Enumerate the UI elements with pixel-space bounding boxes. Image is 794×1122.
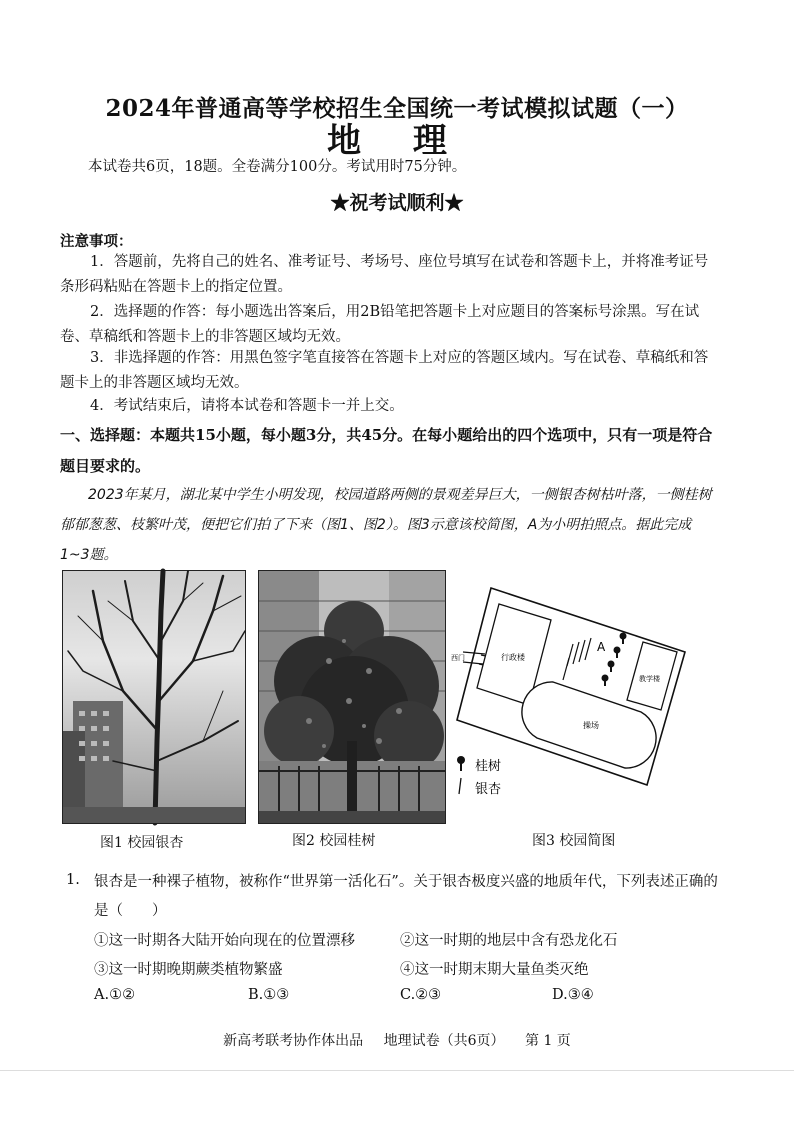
footer-publisher: 新高考联考协作体出品 <box>223 1033 364 1049</box>
notice-item-1: 1．答题前，先将自己的姓名、准考证号、考场号、座位号填写在试卷和答题卡上，并将准考证号条形码粘贴在答题卡上的指定位置。 <box>60 254 709 295</box>
fig3-caption: 图3 校园简图 <box>532 833 616 849</box>
page-edge-divider <box>0 1070 794 1071</box>
footer-page-number: 第 1 页 <box>525 1033 571 1049</box>
notice-heading: 注意事项： <box>60 233 133 250</box>
blessing-line: ★祝考试顺利★ <box>330 192 464 214</box>
notice-item-4: 4．考试结束后，请将本试卷和答题卡一并上交。 <box>90 398 404 414</box>
exam-title: 2024年普通高等学校招生全国统一考试模拟试题（一） <box>105 95 689 122</box>
choice-b[interactable]: B.①③ <box>248 987 290 1003</box>
osmanthus-row-marks <box>602 633 627 687</box>
teaching-building-label: 教学楼 <box>639 675 660 683</box>
question-passage: 2023年某月，湖北某中学生小明发现，校园道路两侧的景观差异巨大，一侧银杏树枯叶落，一侧桂树郁郁葱葱、枝繁叶茂，便把它们拍了下来（图1、图2）。图3示意该校简图，A为小明拍照点。据此完成1~3题。 <box>60 487 712 563</box>
fig2-caption: 图2 校园桂树 <box>292 833 376 849</box>
ginkgo-tree-illustration <box>63 571 245 823</box>
choice-c[interactable]: C.②③ <box>400 987 442 1003</box>
footer-paper-info: 地理试卷（共6页） <box>383 1033 505 1049</box>
choice-a[interactable]: A.①② <box>94 987 136 1003</box>
legend-osmanthus-symbol <box>457 756 465 771</box>
legend-osmanthus-label: 桂树 <box>475 759 502 774</box>
sports-field-label: 操场 <box>583 721 599 730</box>
ginkgo-photo <box>62 570 246 824</box>
choice-d[interactable]: D.③④ <box>552 987 594 1003</box>
question-1-number: 1. <box>66 872 80 888</box>
osmanthus-photo <box>258 570 446 824</box>
admin-building-label: 行政楼 <box>501 653 525 662</box>
photo-point-label: A <box>597 640 606 654</box>
osmanthus-tree-illustration <box>259 571 445 823</box>
notice-item-3: 3．非选择题的作答：用黑色签字笔直接答在答题卡上对应的答题区域内。写在试卷、草稿纸和答题卡上的非答题区域均无效。 <box>60 350 709 391</box>
statement-4: ④这一时期末期大量鱼类灭绝 <box>400 962 589 978</box>
page-footer <box>0 1030 794 1050</box>
west-gate-label: 西门 <box>451 654 465 662</box>
campus-map <box>451 580 690 805</box>
exam-intro: 本试卷共6页，18题。全卷满分100分。考试用时75分钟。 <box>88 159 467 175</box>
subject-title: 地 理 <box>327 121 467 161</box>
question-1-stem: 银杏是一种裸子植物，被称作“世界第一活化石”。关于银杏极度兴盛的地质年代，下列表述正确的是（ ） <box>94 874 718 919</box>
ginkgo-row-marks <box>563 638 591 680</box>
legend-ginkgo-label: 银杏 <box>475 782 502 797</box>
notice-item-2: 2．选择题的作答：每小题选出答案后，用2B铅笔把答题卡上对应题目的答案标号涂黑。写在试卷、草稿纸和答题卡上的非答题区域均无效。 <box>60 304 700 345</box>
statement-1: ①这一时期各大陆开始向现在的位置漂移 <box>94 933 355 949</box>
statement-2: ②这一时期的地层中含有恐龙化石 <box>400 933 618 949</box>
statement-3: ③这一时期晚期蕨类植物繁盛 <box>94 962 283 978</box>
fig1-caption: 图1 校园银杏 <box>100 835 184 851</box>
section-1-heading: 一、选择题：本题共15小题，每小题3分，共45分。在每小题给出的四个选项中，只有一项是符合题目要求的。 <box>60 426 713 475</box>
legend-ginkgo-symbol <box>459 778 461 794</box>
